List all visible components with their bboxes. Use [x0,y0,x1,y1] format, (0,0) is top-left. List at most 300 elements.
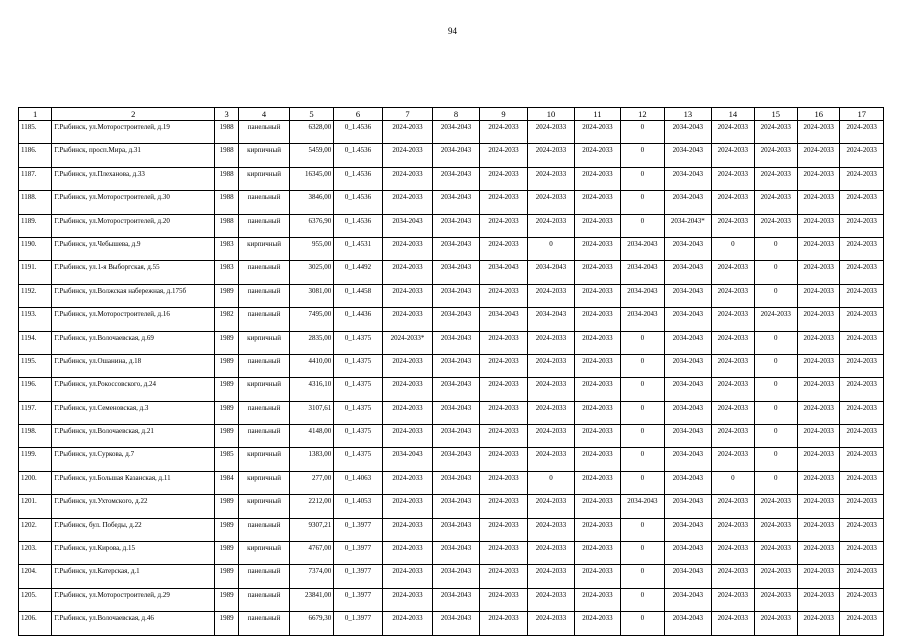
table-cell: 2034-2043 [528,308,574,331]
table-cell: 1985 [215,448,239,471]
table-cell: 2034-2043 [664,121,711,144]
table-cell: 2034-2043 [528,261,574,284]
table-cell: 2024-2033 [712,191,754,214]
table-cell: 0 [712,471,754,494]
table-cell: 2034-2043 [664,588,711,611]
table-cell: 1989 [215,612,239,635]
table-cell: кирпичный [239,542,290,565]
housing-registry-table [18,107,884,636]
table-cell: 2024-2033 [754,518,797,541]
table-cell: 0_1.4375 [334,378,383,401]
table-cell: 0 [754,425,797,448]
table-cell: 2024-2033 [712,121,754,144]
table-cell: 2024-2033 [797,284,839,307]
table-cell: 4148,00 [289,425,333,448]
table-cell: 2024-2033 [479,565,528,588]
table-cell: 0 [621,378,664,401]
row-number-cell: 1200. [19,471,52,494]
table-cell: панельный [239,518,290,541]
table-cell: 1989 [215,378,239,401]
table-cell: 0 [621,144,664,167]
header-cell: 7 [382,108,433,121]
table-cell: 2024-2033 [797,542,839,565]
table-cell: 1984 [215,471,239,494]
table-cell: 955,00 [289,237,333,260]
table-cell: 2024-2033 [382,542,433,565]
table-row [19,308,884,331]
table-cell: 2024-2033 [754,214,797,237]
row-number-cell: 1201. [19,495,52,518]
table-row [19,448,884,471]
table-cell: 2034-2043 [433,448,479,471]
table-cell: 2034-2043 [664,565,711,588]
table-cell: 2024-2033 [382,565,433,588]
table-cell: 2024-2033 [797,401,839,424]
table-cell: 0 [754,378,797,401]
table-cell: 0 [754,354,797,377]
row-number-cell: 1203. [19,542,52,565]
table-cell: 0 [621,331,664,354]
table-cell: 2034-2043 [664,378,711,401]
header-cell: 15 [754,108,797,121]
table-cell: 0 [621,448,664,471]
table-cell: 2024-2033 [479,144,528,167]
table-cell: 2024-2033 [574,612,620,635]
table-cell: 2034-2043 [433,565,479,588]
table-cell: 2835,00 [289,331,333,354]
table-row [19,121,884,144]
table-cell: 2024-2033 [840,331,884,354]
table-cell: 1989 [215,331,239,354]
table-cell: 2034-2043 [664,448,711,471]
table-cell: 2024-2033 [528,401,574,424]
header-cell: 10 [528,108,574,121]
table-cell: 2024-2033 [574,144,620,167]
table-cell: 0 [621,214,664,237]
header-cell: 5 [289,108,333,121]
table-cell: 2024-2033 [528,495,574,518]
table-cell: 1983 [215,237,239,260]
table-cell: 2024-2033 [382,588,433,611]
table-cell: 1383,00 [289,448,333,471]
table-cell: 0_1.4053 [334,495,383,518]
table-cell: 4316,10 [289,378,333,401]
table-cell: 2034-2043 [664,401,711,424]
table-cell: 23841,00 [289,588,333,611]
table-cell: 2024-2033 [797,121,839,144]
table-cell: 0_1.3977 [334,588,383,611]
table-row [19,331,884,354]
header-cell: 12 [621,108,664,121]
table-cell: 0_1.4375 [334,331,383,354]
table-cell: 2024-2033 [479,284,528,307]
table-row [19,612,884,635]
table-cell: 0 [712,237,754,260]
table-cell: 3081,00 [289,284,333,307]
table-cell: 2024-2033 [797,144,839,167]
table-cell: 7495,00 [289,308,333,331]
table-cell: 0_1.4536 [334,214,383,237]
header-cell: 1 [19,108,52,121]
table-cell: 1988 [215,144,239,167]
header-cell: 9 [479,108,528,121]
table-cell: 2024-2033 [712,448,754,471]
table-row [19,354,884,377]
table-cell: 0_1.4375 [334,354,383,377]
table-cell: 2024-2033 [574,425,620,448]
table-row [19,425,884,448]
table-cell: 2034-2043 [433,401,479,424]
address-cell: Г.Рыбинск, ул.Моторостроителей, д.20 [52,214,215,237]
table-cell: 2024-2033 [528,542,574,565]
table-cell: кирпичный [239,495,290,518]
table-cell: 2034-2043 [433,425,479,448]
table-cell: 2024-2033 [797,167,839,190]
table-cell: кирпичный [239,167,290,190]
table-cell: 2024-2033 [479,401,528,424]
table-cell: панельный [239,214,290,237]
table-cell: 1989 [215,542,239,565]
table-row [19,284,884,307]
table-cell: 2024-2033 [574,448,620,471]
table-cell: 2024-2033 [574,214,620,237]
table-cell: 2024-2033 [754,308,797,331]
table-cell: 2034-2043 [433,331,479,354]
table-cell: 1988 [215,167,239,190]
row-number-cell: 1204. [19,565,52,588]
table-cell: 1988 [215,121,239,144]
address-cell: Г.Рыбинск, ул.Моторостроителей, д.19 [52,121,215,144]
table-cell: 2034-2043 [621,261,664,284]
table-cell: 0_1.4536 [334,167,383,190]
table-cell: 2024-2033 [382,308,433,331]
table-cell: 3107,61 [289,401,333,424]
address-cell: Г.Рыбинск, ул.Волочаевская, д.69 [52,331,215,354]
table-cell: 0 [621,121,664,144]
address-cell: Г.Рыбинск, ул.Волочаевская, д.21 [52,425,215,448]
table-cell: 2024-2033 [479,588,528,611]
table-cell: 2024-2033 [840,612,884,635]
table-cell: 0_1.4375 [334,448,383,471]
table-cell: 0 [621,612,664,635]
table-cell: 2024-2033 [528,378,574,401]
table-cell: 0_1.4375 [334,425,383,448]
table-cell: 2024-2033 [797,261,839,284]
address-cell: Г.Рыбинск, ул.Семеновская, д.3 [52,401,215,424]
table-cell: 2024-2033* [382,331,433,354]
row-number-cell: 1186. [19,144,52,167]
table-cell: 0_1.4492 [334,261,383,284]
table-cell: 2034-2043 [433,284,479,307]
table-cell: 5459,00 [289,144,333,167]
table-cell: 2024-2033 [574,542,620,565]
table-cell: 2024-2033 [754,612,797,635]
table-cell: 2024-2033 [754,495,797,518]
address-cell: Г.Рыбинск, ул.Плеханова, д.33 [52,167,215,190]
header-row [19,108,884,121]
table-cell: 2024-2033 [712,331,754,354]
table-cell: 2024-2033 [840,121,884,144]
table-cell: 2034-2043 [664,495,711,518]
table-cell: 2024-2033 [797,425,839,448]
table-cell: 2034-2043 [664,308,711,331]
table-cell: 2024-2033 [574,167,620,190]
table-cell: 2024-2033 [574,588,620,611]
table-cell: 6376,90 [289,214,333,237]
table-cell: 0 [754,237,797,260]
table-cell: 2024-2033 [574,284,620,307]
table-cell: 2024-2033 [797,354,839,377]
address-cell: Г.Рыбинск, ул.Ошанина, д.18 [52,354,215,377]
table-cell: 0_1.4436 [334,308,383,331]
table-cell: 0 [754,331,797,354]
table-cell: 2024-2033 [479,354,528,377]
table-cell: 2024-2033 [382,471,433,494]
table-cell: 1989 [215,354,239,377]
table-cell: панельный [239,425,290,448]
table-cell: 0 [754,471,797,494]
table-cell: 2024-2033 [479,471,528,494]
table-cell: 2034-2043 [433,542,479,565]
table-cell: панельный [239,284,290,307]
table-cell: 1988 [215,214,239,237]
table-cell: 2024-2033 [479,214,528,237]
table-cell: 0_1.3977 [334,542,383,565]
table-cell: 0 [754,261,797,284]
table-cell: 0_1.3977 [334,518,383,541]
table-cell: 2024-2033 [382,167,433,190]
table-cell: 1989 [215,588,239,611]
table-cell: 2024-2033 [840,261,884,284]
table-cell: панельный [239,401,290,424]
table-cell: 2024-2033 [840,542,884,565]
table-cell: 2024-2033 [382,354,433,377]
row-number-cell: 1188. [19,191,52,214]
table-cell: 2024-2033 [712,214,754,237]
table-cell: 2024-2033 [574,191,620,214]
address-cell: Г.Рыбинск, ул.Кирова, д.15 [52,542,215,565]
row-number-cell: 1202. [19,518,52,541]
table-cell: 2034-2043 [664,518,711,541]
table-cell: 0 [621,565,664,588]
table-cell: 6679,30 [289,612,333,635]
table-cell: 2034-2043 [621,237,664,260]
table-row [19,167,884,190]
table-row [19,237,884,260]
table-row [19,495,884,518]
table-cell: 2024-2033 [528,144,574,167]
row-number-cell: 1198. [19,425,52,448]
table-cell: 2034-2043 [664,612,711,635]
table-cell: 0 [621,425,664,448]
table-cell: 2024-2033 [840,284,884,307]
table-cell: 2024-2033 [528,425,574,448]
table-cell: 2024-2033 [712,167,754,190]
row-number-cell: 1192. [19,284,52,307]
table-cell: 0_1.4536 [334,121,383,144]
row-number-cell: 1190. [19,237,52,260]
table-cell: 2024-2033 [840,214,884,237]
table-cell: панельный [239,354,290,377]
table-cell: 277,00 [289,471,333,494]
table-cell: 2024-2033 [574,518,620,541]
table-cell: 1989 [215,401,239,424]
address-cell: Г.Рыбинск, ул.Ухтомского, д.22 [52,495,215,518]
table-cell: 2024-2033 [574,401,620,424]
table-row [19,378,884,401]
table-row [19,261,884,284]
table-cell: 2034-2043 [664,425,711,448]
table-cell: 2024-2033 [840,354,884,377]
table-row [19,401,884,424]
table-cell: 1988 [215,191,239,214]
table-cell: кирпичный [239,144,290,167]
table-cell: 2034-2043 [433,495,479,518]
table-cell: 2024-2033 [382,284,433,307]
table-cell: 1989 [215,518,239,541]
table-cell: 2034-2043 [382,214,433,237]
table-cell: 2024-2033 [382,495,433,518]
table-cell: 16345,00 [289,167,333,190]
table-cell: 2034-2043 [479,261,528,284]
table-cell: 2034-2043 [433,191,479,214]
table-cell: 2024-2033 [574,237,620,260]
table-cell: 2034-2043 [479,308,528,331]
address-cell: Г.Рыбинск, ул.Моторостроителей, д.29 [52,588,215,611]
table-cell: 0 [528,471,574,494]
table-cell: 0 [621,542,664,565]
table-cell: 2024-2033 [840,495,884,518]
table-cell: 0_1.4458 [334,284,383,307]
table-row [19,588,884,611]
row-number-cell: 1205. [19,588,52,611]
table-cell: 2034-2043 [621,495,664,518]
table-cell: 2024-2033 [754,565,797,588]
table-cell: 2024-2033 [712,565,754,588]
table-row [19,471,884,494]
table-cell: 2024-2033 [712,354,754,377]
table-cell: 0 [754,401,797,424]
table-cell: 2034-2043 [433,308,479,331]
row-number-cell: 1189. [19,214,52,237]
header-cell: 13 [664,108,711,121]
table-cell: 2034-2043 [433,121,479,144]
table-cell: 2024-2033 [712,495,754,518]
table-cell: 2024-2033 [797,214,839,237]
header-cell: 3 [215,108,239,121]
table-cell: 0 [621,588,664,611]
table-cell: 2024-2033 [712,261,754,284]
table-cell: 3025,00 [289,261,333,284]
table-cell: 2024-2033 [528,121,574,144]
header-cell: 16 [797,108,839,121]
row-number-cell: 1206. [19,612,52,635]
table-cell: 2034-2043 [664,237,711,260]
row-number-cell: 1193. [19,308,52,331]
table-cell: 0 [621,191,664,214]
table-cell: 2024-2033 [382,144,433,167]
table-cell: 2034-2043 [433,471,479,494]
address-cell: Г.Рыбинск, ул.Волочаевская, д.46 [52,612,215,635]
table-cell: 1989 [215,495,239,518]
table-cell: 2034-2043 [433,612,479,635]
table-cell: 2024-2033 [797,588,839,611]
row-number-cell: 1197. [19,401,52,424]
table-cell: 2024-2033 [712,612,754,635]
table-cell: 2034-2043 [664,167,711,190]
table-cell: 2024-2033 [382,121,433,144]
table-cell: 2024-2033 [528,331,574,354]
row-number-cell: 1191. [19,261,52,284]
table-cell: 2024-2033 [712,284,754,307]
table-cell: 2024-2033 [797,191,839,214]
table-cell: 2212,00 [289,495,333,518]
address-cell: Г.Рыбинск, ул.Суркова, д.7 [52,448,215,471]
table-cell: 2034-2043 [433,588,479,611]
table-cell: 2034-2043 [664,144,711,167]
table-cell: 2034-2043 [664,471,711,494]
table-cell: 2024-2033 [382,401,433,424]
table-cell: 2024-2033 [754,191,797,214]
table-cell: 2024-2033 [528,214,574,237]
table-cell: панельный [239,191,290,214]
table-cell: 0_1.3977 [334,565,383,588]
table-cell: 2024-2033 [528,354,574,377]
table-cell: 2024-2033 [797,471,839,494]
table-cell: 2024-2033 [712,425,754,448]
address-cell: Г.Рыбинск, ул.Моторостроителей, д.16 [52,308,215,331]
table-cell: кирпичный [239,471,290,494]
table-cell: 4410,00 [289,354,333,377]
table-cell: 2024-2033 [840,378,884,401]
table-cell: 2024-2033 [712,401,754,424]
table-cell: 2024-2033 [840,191,884,214]
table-cell: 0 [621,354,664,377]
table-cell: 2034-2043* [664,214,711,237]
table-cell: 2024-2033 [574,495,620,518]
table-cell: 2024-2033 [382,191,433,214]
address-cell: Г.Рыбинск, ул.Катерская, д.1 [52,565,215,588]
table-cell: 0 [621,518,664,541]
table-cell: 0_1.3977 [334,612,383,635]
table-cell: 7374,00 [289,565,333,588]
table-cell: 2024-2033 [840,471,884,494]
table-cell: 2034-2043 [433,378,479,401]
table-cell: 2024-2033 [479,518,528,541]
table-cell: 2024-2033 [574,121,620,144]
table-cell: 2024-2033 [840,588,884,611]
table-cell: 2034-2043 [664,331,711,354]
table-cell: панельный [239,121,290,144]
table-cell: кирпичный [239,448,290,471]
address-cell: Г.Рыбинск, просп.Мира, д.31 [52,144,215,167]
table-cell: 2024-2033 [479,237,528,260]
table-cell: 0_1.4536 [334,144,383,167]
table-cell: 2034-2043 [664,354,711,377]
header-cell: 2 [52,108,215,121]
table-cell: 0 [621,401,664,424]
header-cell: 6 [334,108,383,121]
table-cell: 1989 [215,565,239,588]
table-cell: 2024-2033 [797,518,839,541]
table-cell: 2024-2033 [574,378,620,401]
table-cell: 0 [754,448,797,471]
address-cell: Г.Рыбинск, ул.Рокоссовского, д.24 [52,378,215,401]
table-cell: 2024-2033 [479,542,528,565]
table-cell: 2024-2033 [382,425,433,448]
table-cell: 2024-2033 [479,495,528,518]
table-cell: панельный [239,261,290,284]
